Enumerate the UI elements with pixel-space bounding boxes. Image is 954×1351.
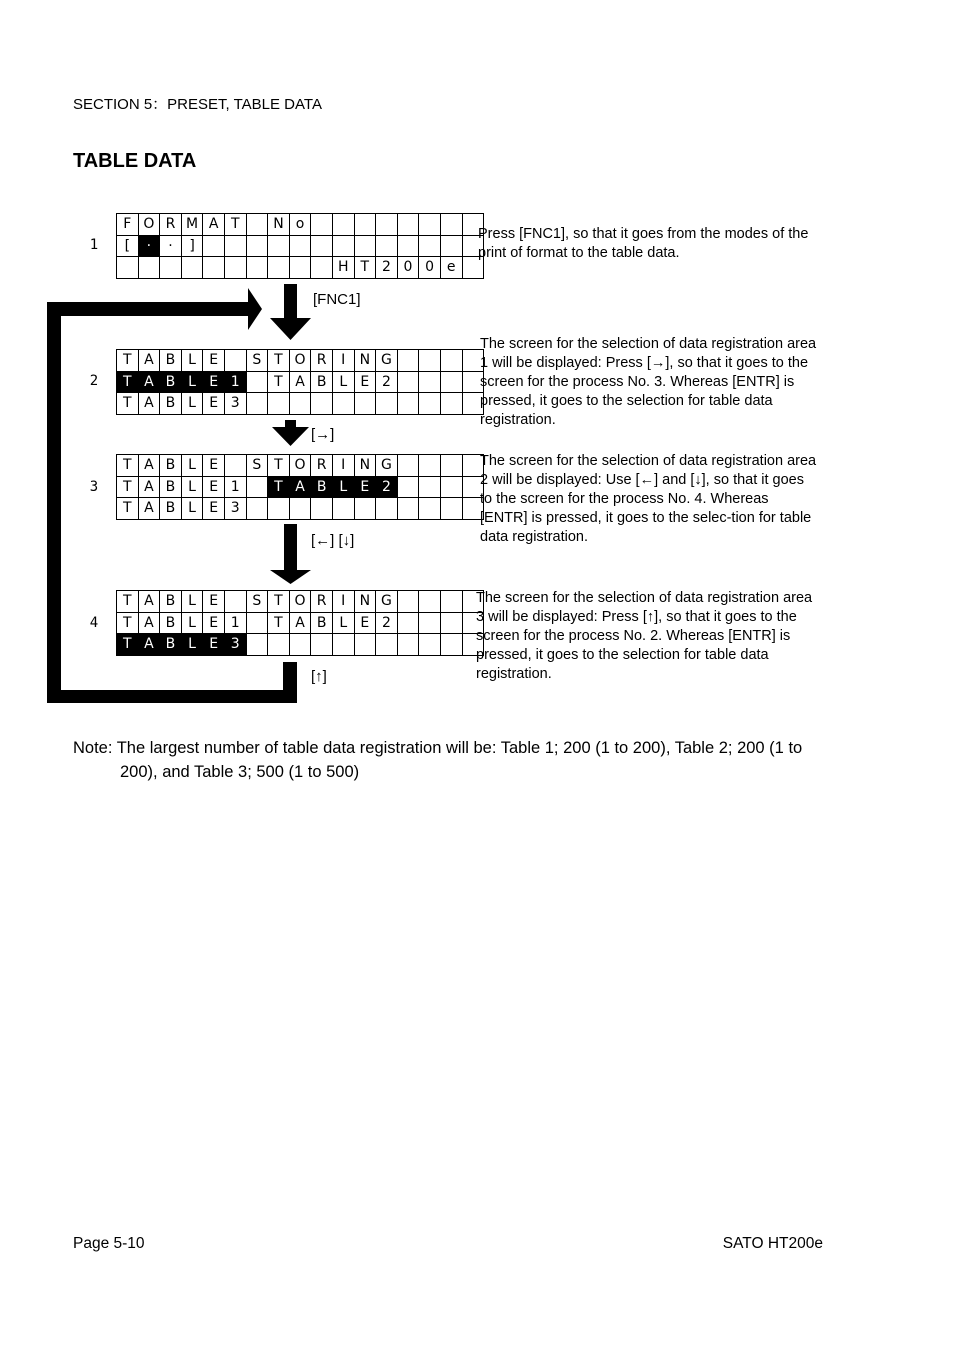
lcd-cell [440, 371, 462, 393]
footer-product: SATO HT200e [722, 1235, 823, 1252]
lcd-cell: B [160, 350, 182, 372]
lcd-cell: A [138, 612, 160, 634]
lcd-cell [397, 350, 419, 372]
lcd-cell [397, 235, 419, 257]
lcd-cell: A [289, 612, 311, 634]
lcd-cell [419, 235, 441, 257]
lcd-cell: e [440, 257, 462, 279]
lcd-cell: B [160, 393, 182, 415]
lcd-cell [354, 235, 376, 257]
lcd-cell: T [268, 476, 290, 498]
lcd-row [117, 235, 484, 257]
lcd-cell [268, 393, 290, 415]
lcd-row [117, 498, 484, 520]
lcd-cell: A [138, 393, 160, 415]
lcd-cell [268, 498, 290, 520]
lcd-cell [181, 257, 203, 279]
lcd-cell: 0 [419, 257, 441, 279]
step-description: The screen for the selection of data registration area 1 will be displayed: Press [→], so that it goes to the screen for the process No. 3. Whereas [ENTR] is pressed, it goes to the selection for table data registration. [480, 336, 817, 428]
lcd-cell: L [181, 612, 203, 634]
lcd-cell [397, 371, 419, 393]
lcd-cell [332, 393, 354, 415]
lcd-cell: E [203, 350, 225, 372]
section-header: SECTION 5：PRESET, TABLE DATA [73, 96, 322, 113]
lcd-cell [376, 393, 398, 415]
lcd-cell [354, 498, 376, 520]
lcd-cell: B [160, 371, 182, 393]
lcd-cell [397, 612, 419, 634]
lcd-cell: E [203, 371, 225, 393]
lcd-cell [246, 214, 268, 236]
lcd-cell: T [117, 350, 139, 372]
lcd-cell [246, 393, 268, 415]
lcd-cell [397, 214, 419, 236]
lcd-cell: B [311, 612, 333, 634]
lcd-cell [419, 612, 441, 634]
lcd-cell [419, 591, 441, 613]
lcd-cell: T [224, 214, 246, 236]
lcd-cell: A [138, 350, 160, 372]
lcd-cell: A [138, 498, 160, 520]
lcd-cell: L [332, 371, 354, 393]
fnc1-key-label: [FNC1] [313, 291, 361, 308]
lcd-cell: I [332, 455, 354, 477]
lcd-cell: R [311, 350, 333, 372]
lcd-cell: L [332, 612, 354, 634]
lcd-cell: B [160, 498, 182, 520]
lcd-cell: E [203, 634, 225, 656]
lcd-cell: 0 [397, 257, 419, 279]
lcd-cell [440, 393, 462, 415]
step-description: The screen for the selection of data registration area 2 will be displayed: Use [←] and [↓], so that it goes to the screen for the process No. 4. Whereas [ENTR] is pressed, it goes to the selec-tion for table data registration. [480, 453, 817, 545]
lcd-cell [224, 350, 246, 372]
lcd-cell [224, 257, 246, 279]
lcd-cell: 3 [224, 634, 246, 656]
lcd-cell [397, 498, 419, 520]
lcd-cell [419, 455, 441, 477]
lcd-cell: S [246, 350, 268, 372]
lcd-cell: o [289, 214, 311, 236]
lcd-cell [419, 498, 441, 520]
lcd-cell: E [203, 476, 225, 498]
lcd-cell: 3 [224, 393, 246, 415]
lcd-cell: B [311, 371, 333, 393]
lcd-cell: B [311, 476, 333, 498]
lcd-cell: L [181, 371, 203, 393]
lcd-cell: L [181, 476, 203, 498]
lcd-cell: B [160, 476, 182, 498]
lcd-cell: G [376, 455, 398, 477]
lcd-cell: I [332, 350, 354, 372]
lcd-cell [289, 393, 311, 415]
lcd-cell [289, 634, 311, 656]
lcd-cell: A [138, 476, 160, 498]
lcd-cell: O [138, 214, 160, 236]
lcd-cell: O [289, 350, 311, 372]
lcd-cell: E [354, 612, 376, 634]
lcd-cell [311, 498, 333, 520]
lcd-cell [354, 393, 376, 415]
lcd-cell: O [289, 455, 311, 477]
lcd-cell: 3 [224, 498, 246, 520]
lcd-cell: T [268, 612, 290, 634]
lcd-cell [203, 257, 225, 279]
lcd-cell: T [117, 371, 139, 393]
lcd-cell [440, 455, 462, 477]
lcd-cell [419, 214, 441, 236]
lcd-cell: N [268, 214, 290, 236]
footer-page: Page 5-10 [73, 1235, 145, 1252]
lcd-cell: T [354, 257, 376, 279]
note [73, 736, 833, 784]
lcd-cell: L [181, 498, 203, 520]
lcd-cell: ] [181, 235, 203, 257]
lcd-cell: A [289, 371, 311, 393]
lcd-cell: A [289, 476, 311, 498]
lcd-cell [332, 214, 354, 236]
lcd-cell [376, 498, 398, 520]
lcd-cell: E [203, 591, 225, 613]
lcd-cell: B [160, 455, 182, 477]
lcd-cell: E [354, 476, 376, 498]
lcd-cell: F [117, 214, 139, 236]
right-key-label: [→] [311, 426, 335, 443]
lcd-row [117, 591, 484, 613]
lcd-cell: N [354, 455, 376, 477]
lcd-cell: O [289, 591, 311, 613]
lcd-cell [332, 498, 354, 520]
lcd-cell [440, 634, 462, 656]
lcd-cell: H [332, 257, 354, 279]
lcd-cell [138, 257, 160, 279]
page-title: TABLE DATA [73, 150, 197, 172]
lcd-cell: 2 [376, 371, 398, 393]
lcd-cell [246, 235, 268, 257]
lcd-cell: [ [117, 235, 139, 257]
lcd-cell [246, 498, 268, 520]
lcd-cell: A [138, 455, 160, 477]
note-text: Note: The largest number of table data registration will be: Table 1; 200 (1 to 200), Table 2; 200 (1 to 200), and Table 3; 500 (1 to 500) [73, 739, 803, 781]
lcd-cell: T [268, 350, 290, 372]
lcd-cell [117, 257, 139, 279]
lcd-row [117, 455, 484, 477]
lcd-cell: 2 [376, 257, 398, 279]
lcd-cell: R [160, 214, 182, 236]
lcd-cell [440, 476, 462, 498]
lcd-cell [203, 235, 225, 257]
lcd-row [117, 257, 484, 279]
lcd-cell: T [117, 498, 139, 520]
lcd-cell: B [160, 612, 182, 634]
lcd-cell: R [311, 455, 333, 477]
lcd-cell: T [117, 612, 139, 634]
lcd-cell [440, 350, 462, 372]
lcd-row [117, 476, 484, 498]
step-number: 4 [89, 615, 99, 631]
lcd-cell [332, 634, 354, 656]
lcd-cell: E [203, 393, 225, 415]
lcd-cell: T [117, 634, 139, 656]
lcd-cell: E [203, 612, 225, 634]
lcd-cell: L [181, 393, 203, 415]
lcd-cell: 1 [224, 476, 246, 498]
down-arrow-left-down [270, 524, 311, 584]
lcd-cell: L [181, 455, 203, 477]
lcd-cell [419, 393, 441, 415]
lcd-cell: L [332, 476, 354, 498]
lcd-cell [440, 612, 462, 634]
lcd-cell: E [203, 455, 225, 477]
lcd-cell [354, 214, 376, 236]
lcd-cell [397, 634, 419, 656]
lcd-cell [246, 634, 268, 656]
lcd-cell: S [246, 591, 268, 613]
lcd-cell: G [376, 591, 398, 613]
lcd-cell [224, 235, 246, 257]
lcd-cell: E [354, 371, 376, 393]
lcd-cell [289, 498, 311, 520]
lcd-cell: E [203, 498, 225, 520]
lcd-cell: 2 [376, 476, 398, 498]
lcd-cell: T [117, 476, 139, 498]
lcd-cell [311, 257, 333, 279]
step-description: Press [FNC1], so that it goes from the modes of the print of format to the table data. [478, 226, 809, 261]
lcd-cell [268, 257, 290, 279]
lcd-cell [289, 257, 311, 279]
lcd-row [117, 393, 484, 415]
lcd-cell: T [117, 591, 139, 613]
lcd-cell: 1 [224, 371, 246, 393]
lcd-cell [289, 235, 311, 257]
lcd-cell [419, 476, 441, 498]
lcd-cell: B [160, 591, 182, 613]
lcd-cell: · [138, 235, 160, 257]
lcd-cell [397, 591, 419, 613]
lcd-cell: A [138, 634, 160, 656]
lcd-cell [224, 591, 246, 613]
lcd-cell: R [311, 591, 333, 613]
lcd-cell [160, 257, 182, 279]
lcd-screen [116, 590, 484, 656]
lcd-cell [397, 455, 419, 477]
step-description: The screen for the selection of data registration area 3 will be displayed: Press [↑], so that it goes to the screen for the process No. 2. Whereas [ENTR] is pressed, it goes to the selection for table data registration. [476, 590, 813, 682]
lcd-screen [116, 213, 484, 279]
lcd-row [117, 350, 484, 372]
lcd-cell [311, 214, 333, 236]
lcd-cell [246, 476, 268, 498]
lcd-cell [440, 591, 462, 613]
lcd-cell: T [117, 393, 139, 415]
lcd-cell [354, 634, 376, 656]
lcd-cell [311, 634, 333, 656]
lcd-cell: M [181, 214, 203, 236]
lcd-cell [419, 350, 441, 372]
step-number: 2 [89, 373, 99, 389]
lcd-cell [397, 476, 419, 498]
step-number: 3 [89, 479, 99, 495]
lcd-row [117, 371, 484, 393]
lcd-cell: 2 [376, 612, 398, 634]
lcd-cell: T [268, 591, 290, 613]
lcd-cell: T [268, 455, 290, 477]
lcd-cell: I [332, 591, 354, 613]
lcd-cell [440, 498, 462, 520]
lcd-cell [311, 393, 333, 415]
lcd-cell: A [138, 591, 160, 613]
lcd-cell: T [117, 455, 139, 477]
lcd-row [117, 612, 484, 634]
lcd-row [117, 214, 484, 236]
lcd-cell [419, 634, 441, 656]
lcd-cell [268, 235, 290, 257]
lcd-cell: A [203, 214, 225, 236]
lcd-cell: B [160, 634, 182, 656]
lcd-cell: N [354, 591, 376, 613]
lcd-cell [224, 455, 246, 477]
lcd-cell [268, 634, 290, 656]
lcd-cell: S [246, 455, 268, 477]
lcd-cell [332, 235, 354, 257]
lcd-cell: N [354, 350, 376, 372]
lcd-cell: L [181, 350, 203, 372]
lcd-cell [440, 214, 462, 236]
lcd-cell: T [268, 371, 290, 393]
down-arrow-right [272, 420, 309, 446]
lcd-cell: 1 [224, 612, 246, 634]
lcd-cell [440, 235, 462, 257]
lcd-cell [419, 371, 441, 393]
step-number: 1 [89, 237, 99, 253]
lcd-cell [246, 371, 268, 393]
lcd-cell: L [181, 634, 203, 656]
lcd-row [117, 634, 484, 656]
lcd-cell [246, 257, 268, 279]
down-arrow-fnc1 [270, 284, 311, 340]
lcd-cell [397, 393, 419, 415]
lcd-cell: · [160, 235, 182, 257]
lcd-cell [376, 214, 398, 236]
lcd-cell: A [138, 371, 160, 393]
lcd-cell [311, 235, 333, 257]
lcd-cell [376, 634, 398, 656]
lcd-cell: G [376, 350, 398, 372]
up-key-label: [↑] [311, 668, 327, 685]
lcd-cell [376, 235, 398, 257]
left-down-key-label: [←] [↓] [311, 532, 355, 549]
lcd-screen [116, 454, 484, 520]
lcd-cell: L [181, 591, 203, 613]
lcd-cell [246, 612, 268, 634]
lcd-screen [116, 349, 484, 415]
